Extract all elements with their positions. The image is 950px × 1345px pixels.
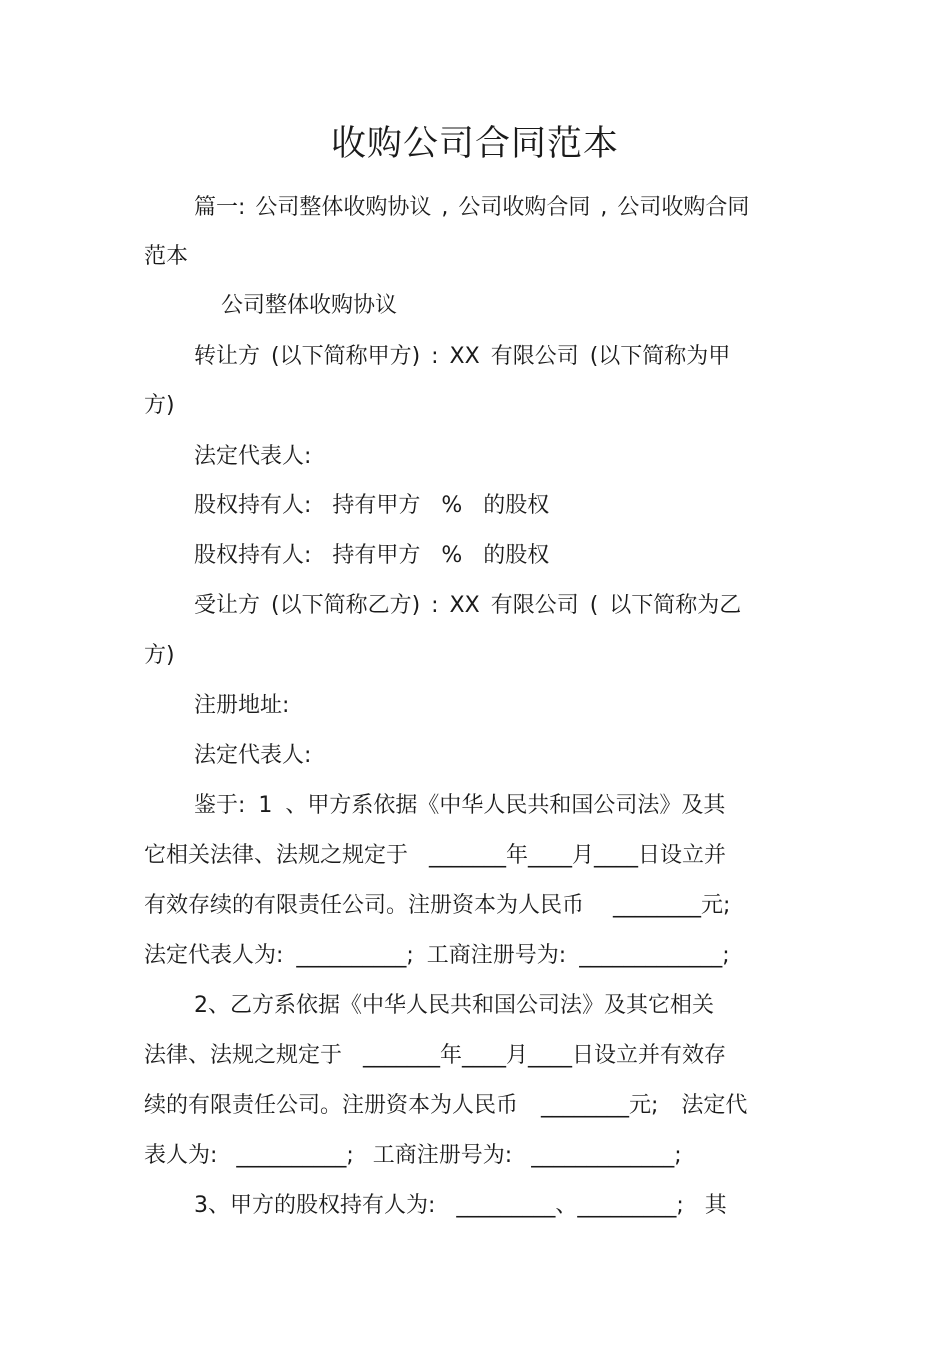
text-line: 续的有限责任公司。注册资本为人民币 ________元; 法定代 (144, 1093, 748, 1118)
text-line: 鉴于: 1 、甲方系依据《中华人民共和国公司法》及其 (194, 793, 726, 818)
text-line: 法定代表人: (194, 444, 312, 469)
text-line: 法律、法规之规定于 _______年____月____日设立并有效存 (144, 1043, 726, 1068)
text-line: 范本 (144, 244, 189, 269)
text-line: 它相关法律、法规之规定于 _______年____月____日设立并 (144, 843, 726, 868)
text-line: 法定代表人: (194, 743, 312, 768)
text-line: 股权持有人: 持有甲方 % 的股权 (194, 543, 550, 568)
text-line: 有效存续的有限责任公司。注册资本为人民币 ________元; (144, 893, 731, 918)
text-line: 篇一: 公司整体收购协议 , 公司收购合同 , 公司收购合同 (194, 195, 750, 220)
text-line: 股权持有人: 持有甲方 % 的股权 (194, 493, 550, 518)
text-line: 3、甲方的股权持有人为: _________、_________; 其 (194, 1193, 727, 1218)
text-line: 转让方 (以下简称甲方) : XX 有限公司 (以下简称为甲 (194, 344, 731, 369)
document-title: 收购公司合同范本 (330, 124, 619, 164)
text-line: 注册地址: (194, 693, 290, 718)
text-line: 2、乙方系依据《中华人民共和国公司法》及其它相关 (194, 993, 714, 1018)
text-line: 公司整体收购协议 (221, 293, 398, 318)
text-line: 方) (144, 643, 175, 668)
text-line: 受让方 (以下简称乙方) : XX 有限公司 ( 以下简称为乙 (194, 593, 742, 618)
text-line: 法定代表人为: __________; 工商注册号为: _____________; (144, 943, 730, 968)
text-line: 表人为: __________; 工商注册号为: _____________; (144, 1143, 682, 1168)
text-line: 方) (144, 393, 175, 418)
